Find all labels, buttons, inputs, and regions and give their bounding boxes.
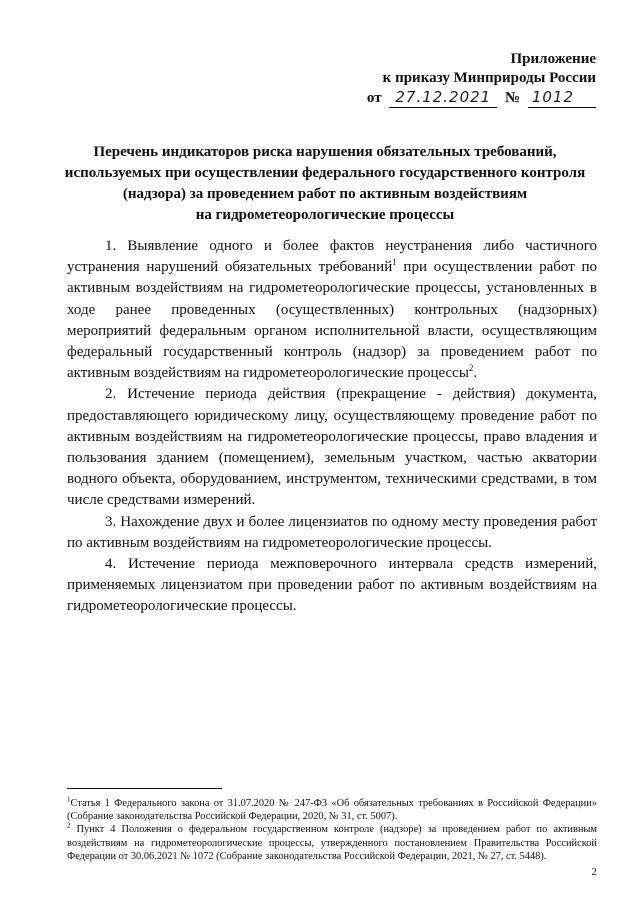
handwritten-date: 27.12.2021 — [389, 88, 497, 108]
appendix-order-line: к приказу Минприроды России — [382, 70, 596, 86]
footnote-text: Пункт 4 Положения о федеральном государственном контроле (надзоре) за проведением работ по активным воздействиям на гидрометеорологические процессы, утвержденного постановлением Правительства Российской Федерации от 30.06.2021 № 1072 (Собрание законодательства Российской Федерации, 2021, № 27, ст. 5448). — [67, 824, 597, 862]
document-title — [60, 142, 590, 226]
item-1-text-b: при осуществлении работ по активным воздействиям на гидрометеорологические процессы, установленных в ходе ранее проведенных (осуществленных) контрольных (надзорных) мероприятий федеральным органом исполнительной власти, осуществляющим федеральный государственный контроль (надзор) за проведением работ по активным воздействиям на гидрометеорологические процессы — [67, 259, 598, 382]
list-item-3: 3. Нахождение двух и более лицензиатов по одному месту проведения работ по активным воздействиям на гидрометеорологические процессы. — [67, 513, 597, 551]
page-number: 2 — [591, 866, 597, 878]
footnote-ref-1: 1 — [392, 257, 397, 268]
footnote-text: Статья 1 Федерального закона от 31.07.2020 № 247-ФЗ «Об обязательных требованиях в Российской Федерации» (Собрание законодательства Российской Федерации, 2020, № 31, ст. 5007). — [67, 798, 597, 823]
footnote-mark: 2 — [67, 821, 71, 830]
list-item-1 — [67, 236, 597, 384]
appendix-header — [367, 50, 596, 108]
title-line: Перечень индикаторов риска нарушения обязательных требований, — [93, 144, 557, 160]
title-line: используемых при осуществлении федерального государственного контроля — [64, 165, 586, 181]
footnote-2 — [67, 823, 597, 863]
list-item-4: 4. Истечение периода межповерочного интервала средств измерений, применяемых лицензиатом при проведении работ по активным воздействиям на гидрометеорологические процессы. — [67, 556, 597, 615]
footnote-ref-2: 2 — [468, 363, 474, 374]
document-body — [67, 236, 597, 618]
footnote-mark: 1 — [67, 795, 71, 804]
title-line: (надзора) за проведением работ по активным воздействиям — [122, 186, 528, 202]
title-line: на гидрометеорологические процессы — [195, 207, 455, 223]
item-1-text-a: 1. Выявление одного и более фактов неустранения либо частичного устранения нарушений обязательных требований — [67, 238, 597, 276]
footnotes — [67, 797, 597, 863]
date-prefix: от — [366, 90, 382, 106]
footnote-separator — [67, 788, 222, 789]
number-prefix: № — [504, 90, 521, 106]
footnote-1 — [67, 797, 597, 823]
item-1-text-c: . — [473, 365, 478, 382]
handwritten-number: 1012 — [528, 88, 596, 108]
appendix-date-number-line — [367, 88, 596, 108]
appendix-title: Приложение — [510, 51, 596, 67]
list-item-2: 2. Истечение периода действия (прекращение - действия) документа, предоставляющего юридическому лицу, осуществляющему проведение работ по активным воздействиям на гидрометеорологические процессы, право владения и пользования зданием (помещением), земельным участком, частью акватории водного объекта, оборудованием, инструментом, техническими средствами, в том числе средствами измерений. — [67, 386, 597, 509]
